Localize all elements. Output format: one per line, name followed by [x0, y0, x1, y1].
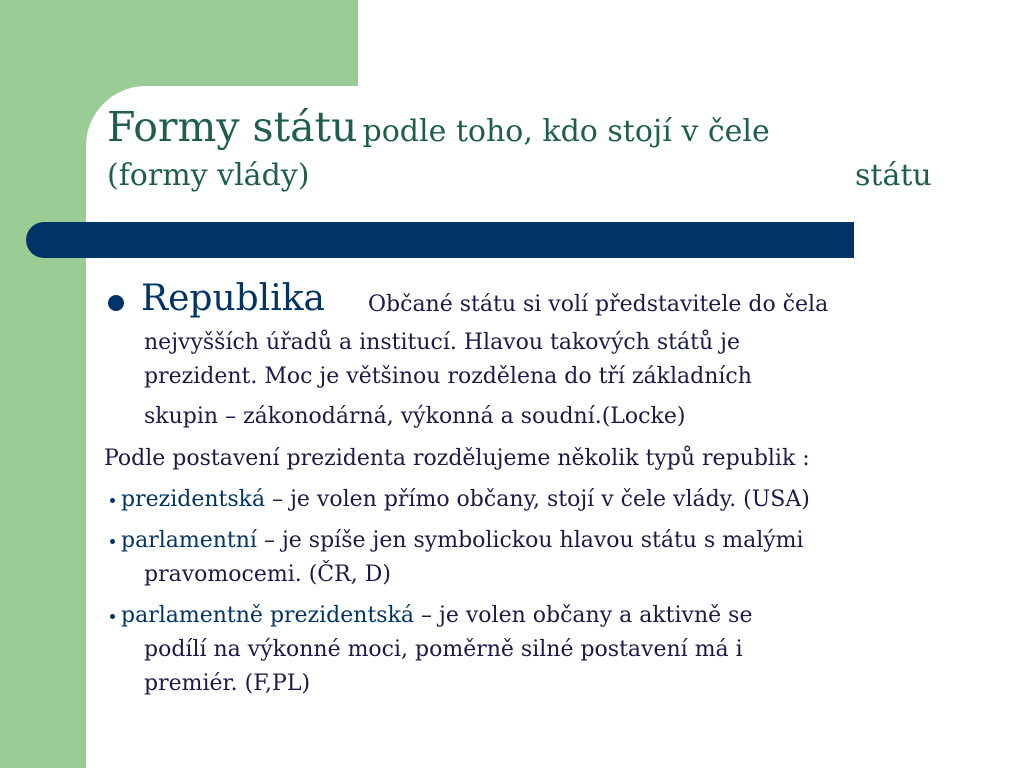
type-prezidentska: [121, 485, 810, 515]
type-desc: – je spíše jen symbolickou hlavou státu s malými: [256, 528, 804, 553]
type-parlamentni: [121, 526, 804, 556]
republika-text-line-2: nejvyšších úřadů a institucí. Hlavou takových států je: [144, 330, 740, 355]
type-desc-cont: pravomocemi. (ČR, D): [144, 562, 391, 587]
title-main: Formy státu: [107, 103, 358, 151]
small-bullet-icon: [110, 539, 115, 544]
republika-text-line-1: Občané státu si volí představitele do čela: [368, 292, 829, 317]
type-term: parlamentně prezidentská: [121, 603, 415, 628]
type-desc-cont: podílí na výkonné moci, poměrně silné postavení má i: [144, 637, 743, 662]
type-desc: – je volen občany a aktivně se: [414, 603, 753, 628]
bullet-icon: [108, 295, 124, 311]
title-line-2-left: (formy vlády): [107, 158, 310, 193]
republika-text-line-3: prezident. Moc je většinou rozdělena do tří základních: [144, 364, 752, 389]
type-term: prezidentská: [121, 487, 266, 512]
type-desc: – je volen přímo občany, stojí v čele vlády. (USA): [265, 487, 810, 512]
type-parlamentne-prezidentska: [121, 601, 752, 631]
title-sub: podle toho, kdo stojí v čele: [362, 114, 770, 149]
republika-text-line-4: skupin – zákonodárná, výkonná a soudní.(Locke): [144, 404, 686, 429]
title-line-2-right: státu: [855, 158, 932, 193]
republika-heading: Republika: [141, 278, 325, 319]
type-term: parlamentní: [121, 528, 257, 553]
intro-text: Podle postavení prezidenta rozdělujeme několik typů republik :: [104, 446, 810, 471]
small-bullet-icon: [110, 614, 115, 619]
small-bullet-icon: [110, 498, 115, 503]
type-desc-cont: premiér. (F,PL): [144, 671, 311, 696]
